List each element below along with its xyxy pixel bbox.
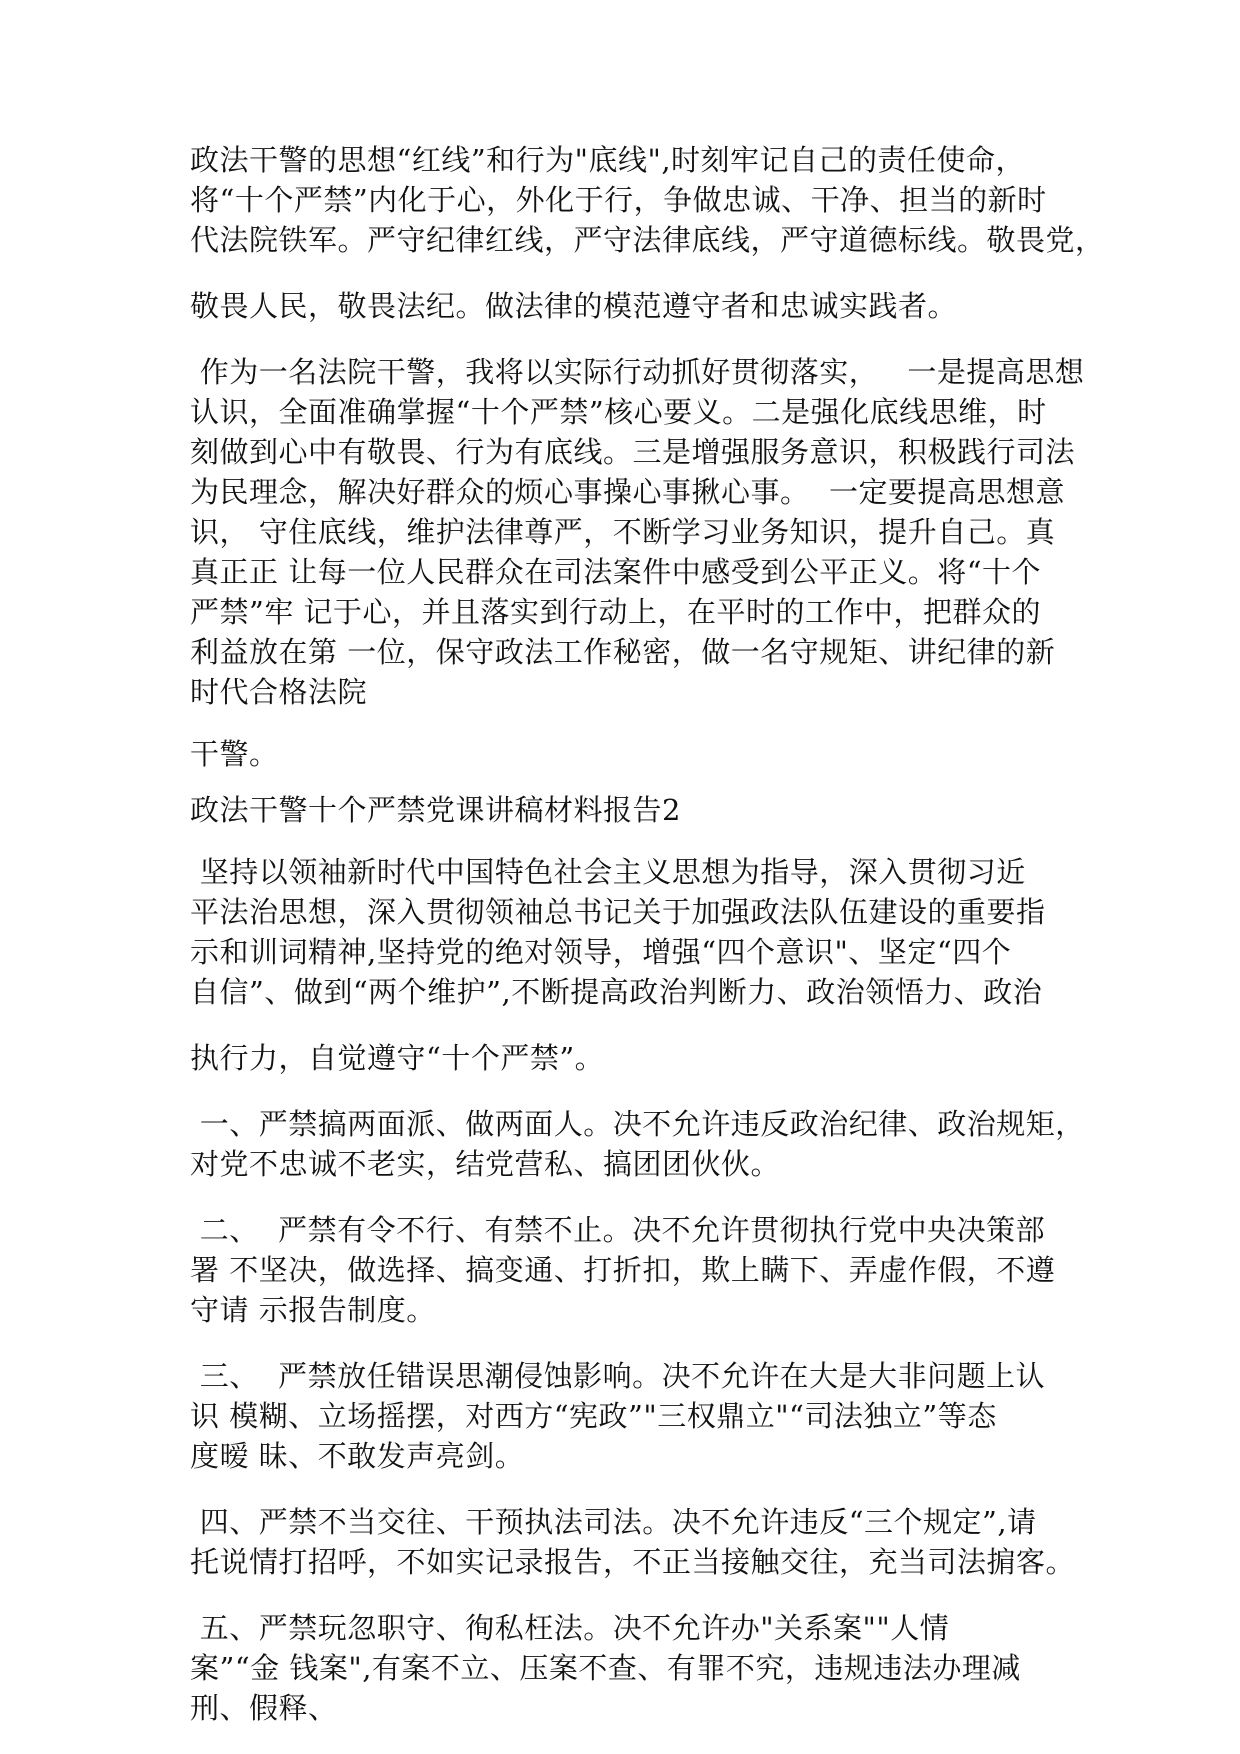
paragraph — [190, 1210, 1056, 1330]
text-line: 利益放在第 一位，保守政法工作秘密，做一名守规矩、讲纪律的新 — [190, 635, 1056, 669]
text-line: 识 模糊、立场摇摆，对西方“宪政”"三权鼎立"“司法独立”等态 — [190, 1399, 997, 1433]
text-line: 识， 守住底线，维护法律尊严，不断学习业务知识，提升自己。真 — [190, 515, 1056, 549]
text-line: 严禁”牢 记于心，并且落实到行动上，在平时的工作中，把群众的 — [190, 595, 1042, 629]
document-body — [190, 140, 1105, 1728]
section-heading — [190, 790, 1050, 830]
text-line: 作为一名法院干警，我将以实际行动抓好贯彻落实， 一是提高思想 — [190, 355, 1085, 389]
text-line: 代法院铁军。严守纪律红线，严守法律底线，严守道德标线。敬畏党， — [190, 223, 1105, 257]
text-line: 四、严禁不当交往、干预执法司法。决不允许违反“三个规定”,请 — [190, 1505, 1037, 1539]
paragraph — [190, 1608, 1050, 1728]
paragraph — [190, 140, 1105, 260]
text-line: 守请 示报告制度。 — [190, 1293, 436, 1327]
text-line: 将“十个严禁”内化于心，外化于行，争做忠诚、干净、担当的新时 — [190, 183, 1047, 217]
text-line: 刑、假释、 — [190, 1691, 338, 1725]
text-line: 真正正 让每一位人民群众在司法案件中感受到公平正义。将“十个 — [190, 555, 1042, 589]
text-line: 三、 严禁放任错误思潮侵蚀影响。决不允许在大是大非问题上认 — [190, 1359, 1046, 1393]
text-line: 自信”、做到“两个维护”,不断提高政治判断力、政治领悟力、政治 — [190, 975, 1043, 1009]
paragraph — [190, 1502, 1076, 1582]
paragraph — [190, 1038, 1050, 1078]
text-line: 平法治思想，深入贯彻领袖总书记关于加强政法队伍建设的重要指 — [190, 895, 1046, 929]
paragraph — [190, 1356, 1050, 1476]
text-line: 二、 严禁有令不行、有禁不止。决不允许贯彻执行党中央决策部 — [190, 1213, 1046, 1247]
text-line: 署 不坚决，做选择、搞变通、打折扣，欺上瞒下、弄虚作假，不遵 — [190, 1253, 1056, 1287]
text-line: 敬畏人民，敬畏法纪。做法律的模范遵守者和忠诚实践者。 — [190, 289, 958, 323]
paragraph — [190, 1104, 1085, 1184]
text-line: 对党不忠诚不老实，结党营私、搞团团伙伙。 — [190, 1147, 781, 1181]
text-line: 执行力，自觉遵守“十个严禁”。 — [190, 1041, 605, 1075]
text-line: 刻做到心中有敬畏、行为有底线。三是增强服务意识，积极践行司法 — [190, 435, 1076, 469]
paragraph — [190, 734, 1050, 774]
text-line: 认识，全面准确掌握“十个严禁”核心要义。二是强化底线思维，时 — [190, 395, 1047, 429]
text-line: 为民理念，解决好群众的烦心事操心事揪心事。 一定要提高思想意 — [190, 475, 1065, 509]
text-line: 政法干警的思想“红线”和行为"底线",时刻牢记自己的责任使命， — [190, 143, 1026, 177]
text-line: 干警。 — [190, 737, 279, 771]
text-line: 五、严禁玩忽职守、徇私枉法。决不允许办"关系案""人情 — [190, 1611, 950, 1645]
heading-text: 政法干警十个严禁党课讲稿材料报告2 — [190, 793, 681, 827]
text-line: 坚持以领袖新时代中国特色社会主义思想为指导，深入贯彻习近 — [190, 855, 1026, 889]
text-line: 度暧 昧、不敢发声亮剑。 — [190, 1439, 525, 1473]
text-line: 示和训词精神,坚持党的绝对领导，增强“四个意识"、坚定“四个 — [190, 935, 1012, 969]
text-line: 托说情打招呼，不如实记录报告，不正当接触交往，充当司法掮客。 — [190, 1545, 1076, 1579]
text-line: 一、严禁搞两面派、做两面人。决不允许违反政治纪律、政治规矩， — [190, 1107, 1085, 1141]
text-line: 时代合格法院 — [190, 675, 368, 709]
paragraph — [190, 286, 1050, 326]
text-line: 案”“金 钱案",有案不立、压案不查、有罪不究，违规违法办理减 — [190, 1651, 1021, 1685]
paragraph — [190, 852, 1050, 1012]
paragraph — [190, 352, 1085, 712]
